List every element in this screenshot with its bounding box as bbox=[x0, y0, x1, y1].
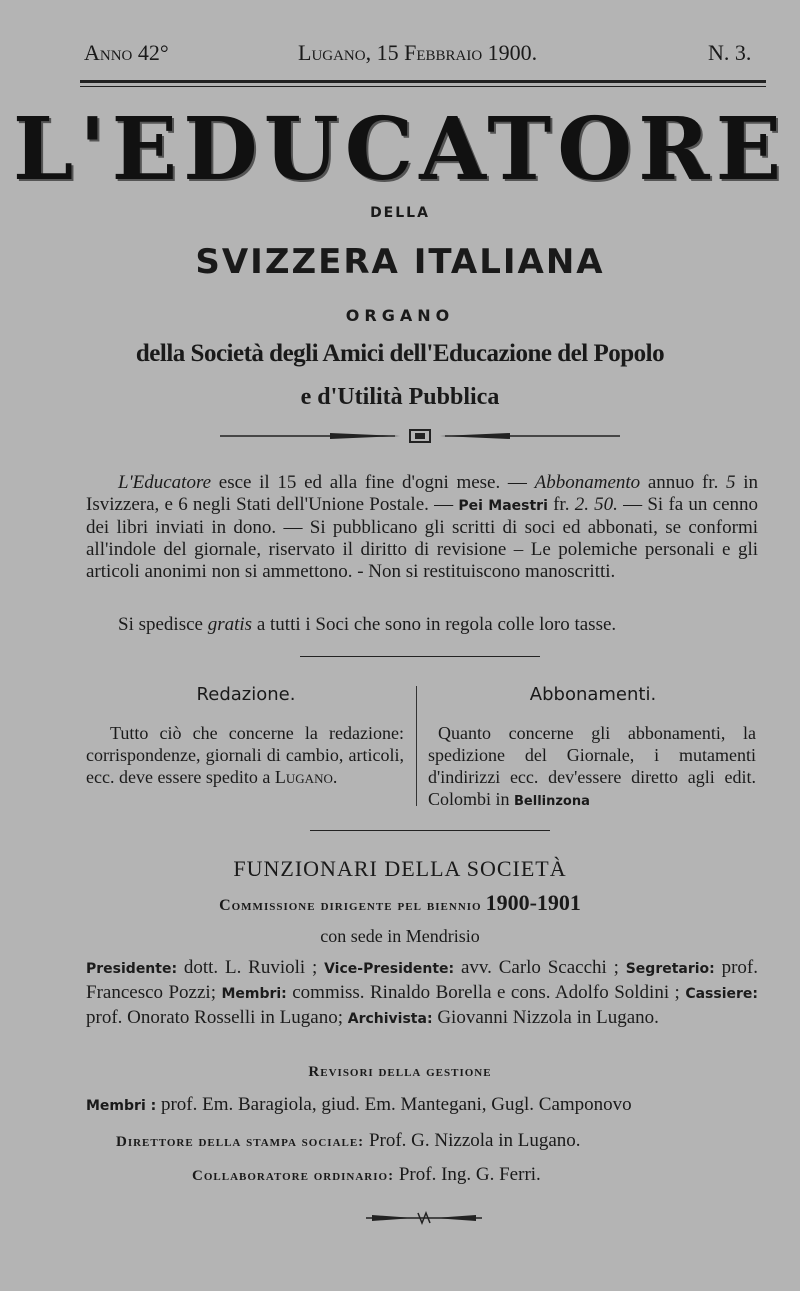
cassiere-name: prof. Onorato Rosselli in Lugano; bbox=[86, 1007, 348, 1028]
gratis-text-a: Si spedisce bbox=[118, 614, 208, 635]
issue-year: Anno 42° bbox=[84, 40, 169, 65]
pei-maestri: Pei Maestri bbox=[458, 498, 548, 514]
journal-name: L'Educatore bbox=[118, 472, 212, 493]
presidente-label: Presidente: bbox=[86, 961, 178, 977]
collaboratore-name: Prof. Ing. G. Ferri. bbox=[394, 1164, 541, 1185]
gratis-paragraph bbox=[86, 614, 758, 636]
gratis-word: gratis bbox=[207, 614, 253, 635]
issue-date: Lugano, 15 Febbraio 1900. bbox=[298, 40, 538, 65]
abbonamenti-title: Abbonamenti. bbox=[529, 684, 657, 705]
column-divider bbox=[416, 686, 417, 806]
ornament-bottom bbox=[362, 1210, 486, 1226]
price-teachers: 2. 50. bbox=[574, 494, 618, 515]
section-rule-2 bbox=[310, 830, 550, 831]
officers-paragraph bbox=[86, 956, 758, 1031]
intro-text-e: — Si fa un cenno dei libri inviati in dono. — Si pubblicano gli scritti di soci ed abbonati, se conformi all'indole del giornale, riservato il diritto di revisione – Le polemiche personali e gli articoli anonimi non si ammettono. - Non si restituiscono manoscritti. bbox=[86, 494, 759, 582]
collaboratore-line bbox=[192, 1164, 772, 1186]
archivista-label: Archivista: bbox=[347, 1011, 433, 1027]
masthead-society: della Società degli Amici dell'Educazione del Popolo bbox=[135, 340, 665, 367]
masthead-della: DELLA bbox=[370, 205, 430, 221]
membri-names: commiss. Rinaldo Borella e cons. Adolfo Soldini ; bbox=[286, 982, 686, 1003]
masthead-society-2: e d'Utilità Pubblica bbox=[300, 384, 500, 410]
commissione-line bbox=[0, 890, 800, 916]
issue-number: N. 3. bbox=[708, 40, 752, 65]
abbonamenti-city: Bellinzona bbox=[514, 794, 590, 809]
membri-label: Membri: bbox=[221, 986, 287, 1002]
revisori-title: Revisori della gestione bbox=[308, 1064, 492, 1080]
intro-text-d: fr. bbox=[547, 494, 575, 515]
redazione-title: Redazione. bbox=[196, 684, 296, 705]
abbonamenti-body: Quanto concerne gli abbonamenti, la spedizione del Giornale, i mutamenti d'indirizzi ecc. dev'essere diretto agli edit. Colombi in bbox=[428, 723, 756, 809]
revisori-label: Membri : bbox=[86, 1098, 157, 1114]
presidente-name: dott. L. Ruvioli ; bbox=[177, 957, 325, 978]
gratis-text-b: a tutti i Soci che sono in regola colle loro tasse. bbox=[252, 614, 617, 635]
archivista-name: Giovanni Nizzola in Lugano. bbox=[432, 1007, 659, 1028]
masthead-title: L'EDUCATORE bbox=[12, 99, 788, 200]
header-rule-thin bbox=[80, 86, 766, 87]
intro-text-a: esce il 15 ed alla fine d'ogni mese. — bbox=[211, 472, 535, 493]
redazione-city: Lugano. bbox=[274, 767, 338, 787]
revisori-line bbox=[86, 1094, 766, 1116]
intro-text-c: in Isvizzera, e 6 negli Stati dell'Unione Postale. — bbox=[86, 472, 758, 515]
commissione-label: Commissione dirigente pel biennio bbox=[219, 897, 482, 914]
section-rule-1 bbox=[300, 656, 540, 657]
redazione-body: Tutto ciò che concerne la redazione: corrispondenze, giornali di cambio, articoli, ecc. deve essere spedito a bbox=[86, 723, 404, 787]
collaboratore-label: Collaboratore ordinario: bbox=[192, 1168, 395, 1184]
vice-name: avv. Carlo Scacchi ; bbox=[454, 957, 626, 978]
price-switzerland: 5 bbox=[726, 472, 736, 493]
abbonamenti-text bbox=[428, 722, 756, 813]
direttore-line bbox=[116, 1130, 766, 1152]
intro-text-b: annuo fr. bbox=[640, 472, 727, 493]
header-rule-thick bbox=[80, 80, 766, 83]
segretario-name: prof. Francesco Pozzi; bbox=[86, 957, 758, 1003]
abbonamento-word: Abbonamento bbox=[534, 472, 641, 493]
redazione-text bbox=[86, 722, 404, 788]
funzionari-title: FUNZIONARI DELLA SOCIETÀ bbox=[233, 856, 567, 881]
revisori-names: prof. Em. Baragiola, giud. Em. Mantegani, Gugl. Camponovo bbox=[156, 1094, 632, 1115]
masthead-subtitle: SVIZZERA ITALIANA bbox=[195, 242, 605, 282]
segretario-label: Segretario: bbox=[625, 961, 715, 977]
cassiere-label: Cassiere: bbox=[685, 986, 758, 1002]
direttore-label: Direttore della stampa sociale: bbox=[116, 1134, 365, 1150]
intro-paragraph bbox=[86, 472, 758, 583]
commissione-years: 1900-1901 bbox=[485, 890, 581, 915]
ornament-divider bbox=[210, 426, 630, 446]
direttore-name: Prof. G. Nizzola in Lugano. bbox=[364, 1130, 581, 1151]
vice-label: Vice-Presidente: bbox=[324, 961, 455, 977]
sede-line: con sede in Mendrisio bbox=[320, 926, 480, 946]
masthead-organo: ORGANO bbox=[345, 306, 455, 325]
